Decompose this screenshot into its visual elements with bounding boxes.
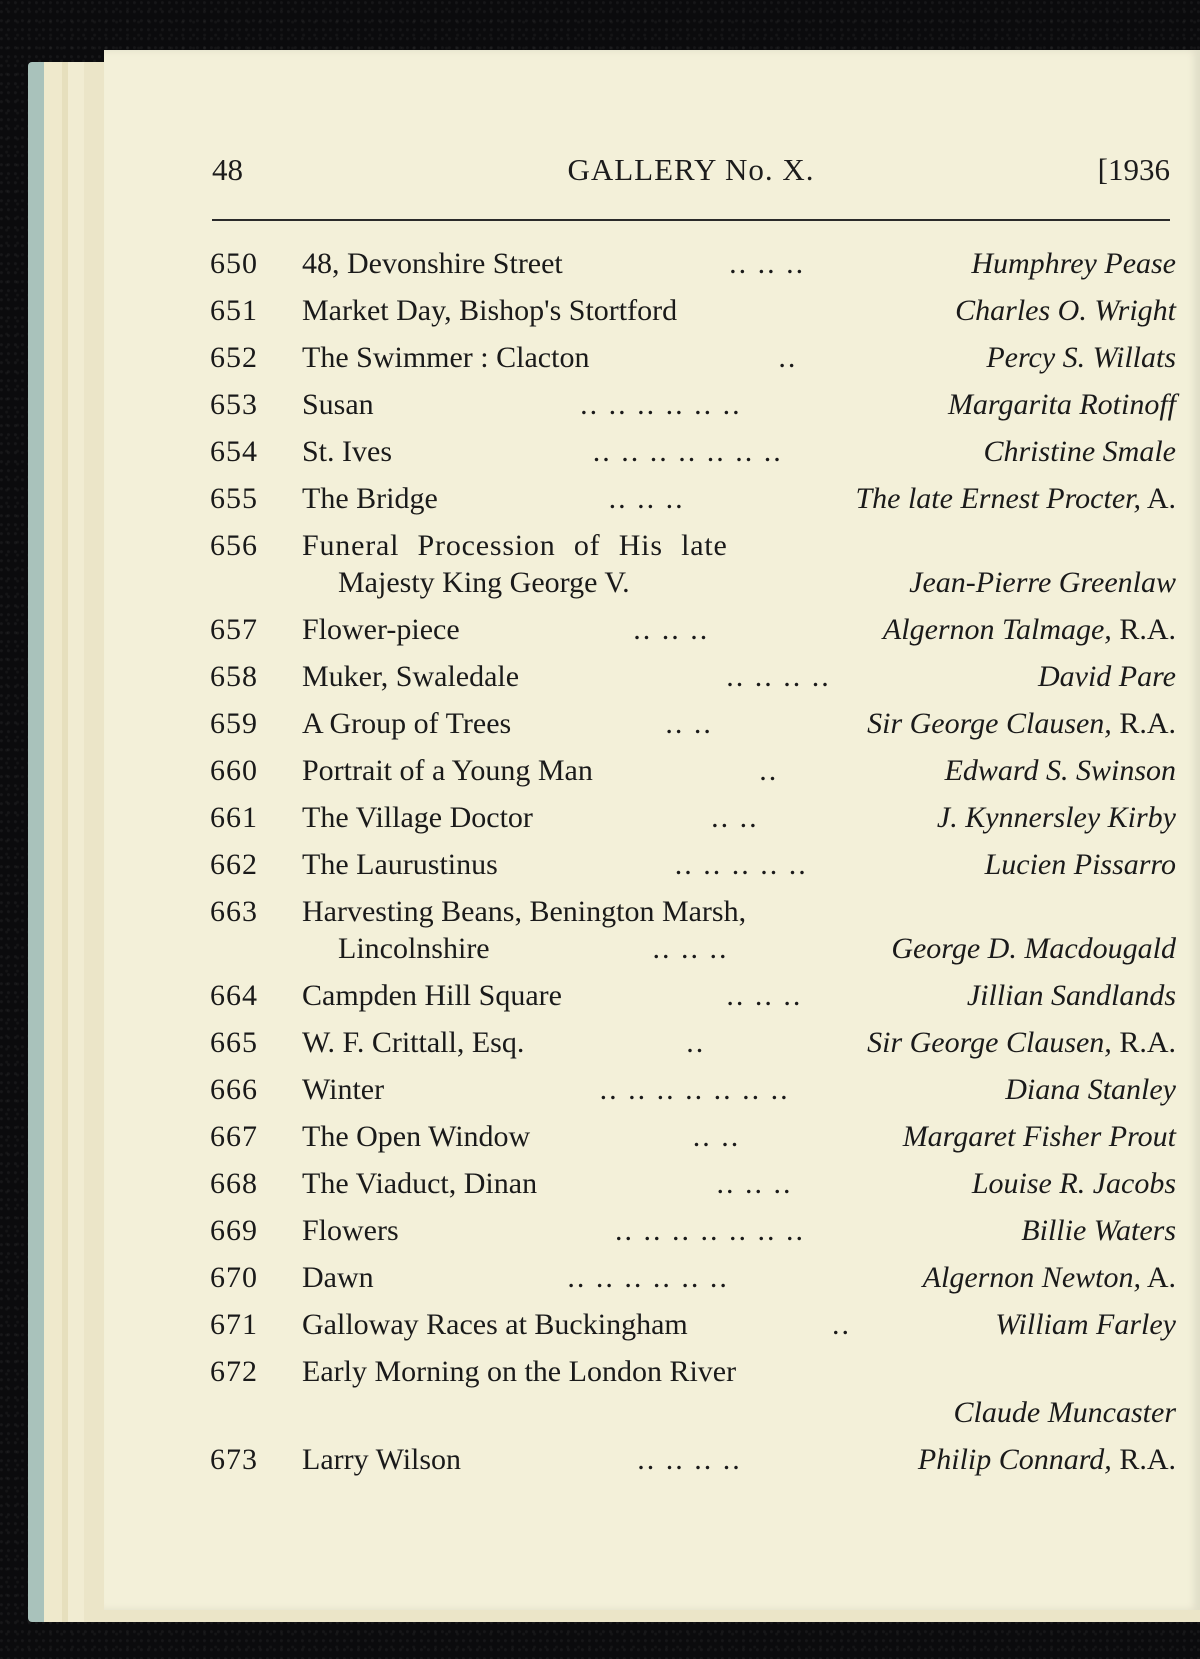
page-number: 48 — [212, 152, 243, 187]
entry-title: Campden Hill Square — [302, 979, 562, 1012]
catalogue-entry — [210, 1160, 1176, 1207]
entry-artist: Jillian Sandlands — [966, 979, 1176, 1012]
entry-artist: Edward S. Swinson — [944, 754, 1176, 787]
leader-dots: .. .. .. .. .. — [674, 848, 808, 881]
leader-dots: .. .. .. .. — [726, 660, 831, 693]
leader-dots: .. .. .. — [726, 979, 803, 1012]
gallery-title: GALLERY No. X. — [567, 152, 815, 187]
entry-number: 667 — [210, 1120, 258, 1153]
entry-number: 655 — [210, 482, 258, 515]
catalogue-entry — [210, 606, 1176, 653]
entry-artist: David Pare — [1037, 660, 1176, 693]
catalogue-entry — [210, 475, 1176, 522]
entry-artist: William Farley — [995, 1308, 1176, 1341]
entry-number: 653 — [210, 388, 258, 421]
catalogue-entry — [210, 888, 1176, 972]
entry-title: Galloway Races at Buckingham — [302, 1308, 688, 1341]
entry-artist: Humphrey Pease — [971, 247, 1176, 280]
entry-artist: Algernon Talmage, R.A. — [882, 613, 1176, 646]
entry-title: A Group of Trees — [302, 707, 512, 740]
leader-dots: .. .. .. — [652, 932, 729, 965]
catalogue-entry — [210, 1066, 1176, 1113]
entry-title: Muker, Swaledale — [302, 660, 520, 693]
entry-artist: Sir George Clausen, R.A. — [867, 1026, 1176, 1059]
entry-title: Portrait of a Young Man — [302, 754, 593, 787]
entry-number: 661 — [210, 801, 258, 834]
entry-artist: Philip Connard, R.A. — [917, 1443, 1176, 1476]
entry-title: The Bridge — [302, 482, 438, 515]
entry-title: St. Ives — [302, 435, 392, 468]
entry-title: The Laurustinus — [302, 848, 498, 881]
leader-dots: .. .. .. .. .. .. .. — [592, 435, 783, 468]
catalogue-entry — [210, 1436, 1176, 1483]
entry-title: 48, Devonshire Street — [302, 247, 563, 280]
year-label: [1936 — [1097, 152, 1170, 187]
entry-number: 663 — [210, 895, 258, 928]
entry-title: The Village Doctor — [302, 801, 533, 834]
entry-title: Harvesting Beans, Benington Marsh, — [302, 895, 747, 928]
entry-title: W. F. Crittall, Esq. — [302, 1026, 525, 1059]
catalogue-entry — [210, 700, 1176, 747]
entry-number: 657 — [210, 613, 258, 646]
entry-title: Larry Wilson — [302, 1443, 462, 1476]
entry-number: 665 — [210, 1026, 258, 1059]
entry-number: 654 — [210, 435, 258, 468]
entry-number: 671 — [210, 1308, 258, 1341]
catalogue-entry — [210, 334, 1176, 381]
leader-dots: .. .. .. — [729, 247, 806, 280]
leader-dots: .. .. .. — [608, 482, 685, 515]
entry-artist: Algernon Newton, A. — [922, 1261, 1176, 1294]
entry-artist: Jean-Pierre Greenlaw — [909, 566, 1176, 599]
entry-number: 664 — [210, 979, 258, 1012]
catalogue-entry — [210, 1019, 1176, 1066]
entry-number: 672 — [210, 1355, 258, 1388]
leader-dots: .. .. .. .. .. .. .. — [599, 1073, 790, 1106]
entry-artist: Christine Smale — [983, 435, 1176, 468]
leader-dots: .. .. .. — [633, 613, 710, 646]
entry-number: 666 — [210, 1073, 258, 1106]
entry-title: The Viaduct, Dinan — [302, 1167, 538, 1200]
entry-artist: The late Ernest Procter, A. — [855, 482, 1176, 515]
entry-title-continued: Majesty King George V. — [338, 566, 630, 599]
entry-artist: Diana Stanley — [1005, 1073, 1176, 1106]
catalogue-entry — [210, 1113, 1176, 1160]
catalogue-entry — [210, 287, 1176, 334]
catalogue-entry — [210, 381, 1176, 428]
entry-number: 658 — [210, 660, 258, 693]
leader-dots: .. .. .. .. .. .. — [567, 1261, 729, 1294]
entry-artist: Louise R. Jacobs — [971, 1167, 1176, 1200]
entry-artist: Charles O. Wright — [955, 294, 1176, 327]
leader-dots: .. .. .. — [716, 1167, 793, 1200]
entry-number: 670 — [210, 1261, 258, 1294]
leader-dots: .. .. .. .. .. .. — [580, 388, 742, 421]
entry-title: Flowers — [302, 1214, 399, 1247]
catalogue-entry — [210, 522, 1176, 606]
header-rule — [212, 219, 1170, 221]
leader-dots: .. .. — [692, 1120, 741, 1153]
entry-artist: Margaret Fisher Prout — [902, 1120, 1176, 1153]
entry-title: Winter — [302, 1073, 385, 1106]
entry-title: The Swimmer : Clacton — [302, 341, 590, 374]
entry-artist: Sir George Clausen, R.A. — [867, 707, 1176, 740]
entry-title: Dawn — [302, 1261, 374, 1294]
entry-number: 669 — [210, 1214, 258, 1247]
leader-dots: .. .. .. .. .. .. .. — [614, 1214, 805, 1247]
entry-title: Flower-piece — [302, 613, 460, 646]
catalogue-entry — [210, 1348, 1176, 1436]
catalogue-entry — [210, 1301, 1176, 1348]
leader-dots: .. .. — [665, 707, 713, 740]
entry-title: The Open Window — [302, 1120, 531, 1153]
catalogue-entry — [210, 653, 1176, 700]
entry-number: 668 — [210, 1167, 258, 1200]
entry-title: Early Morning on the London River — [302, 1355, 737, 1388]
entry-title: Market Day, Bishop's Stortford — [302, 294, 678, 327]
catalogue-entry — [210, 841, 1176, 888]
leader-dots: .. .. .. .. — [637, 1443, 742, 1476]
leader-dots: .. — [778, 341, 798, 374]
entry-number: 659 — [210, 707, 258, 740]
entry-number: 652 — [210, 341, 258, 374]
entry-number: 660 — [210, 754, 258, 787]
entry-artist: Lucien Pissarro — [984, 848, 1176, 881]
entry-title: Susan — [302, 388, 374, 421]
entry-artist: Percy S. Willats — [986, 341, 1176, 374]
entry-artist: Billie Waters — [1021, 1214, 1176, 1247]
catalogue-entry — [210, 747, 1176, 794]
entry-artist: Claude Muncaster — [953, 1396, 1176, 1429]
entry-artist: J. Kynnersley Kirby — [936, 801, 1176, 834]
catalogue-entry — [210, 972, 1176, 1019]
catalogue-entry — [210, 240, 1176, 287]
entry-artist: Margarita Rotinoff — [947, 388, 1176, 421]
entry-artist: George D. Macdougald — [891, 932, 1176, 965]
entry-title-continued: Lincolnshire — [338, 932, 490, 965]
leader-dots: .. — [686, 1026, 706, 1059]
page-header — [212, 148, 1170, 198]
leader-dots: .. .. — [711, 801, 759, 834]
entry-number: 673 — [210, 1443, 258, 1476]
catalogue-entry — [210, 1207, 1176, 1254]
entry-number: 651 — [210, 294, 258, 327]
entry-title: Funeral Procession of His late — [302, 529, 728, 562]
leader-dots: .. — [759, 754, 779, 787]
entry-number: 662 — [210, 848, 258, 881]
entry-number: 650 — [210, 247, 258, 280]
catalogue-entry — [210, 1254, 1176, 1301]
catalogue-list — [210, 240, 1176, 1483]
catalogue-entry — [210, 428, 1176, 475]
catalogue-entry — [210, 794, 1176, 841]
leader-dots: .. — [831, 1308, 851, 1341]
entry-number: 656 — [210, 529, 258, 562]
